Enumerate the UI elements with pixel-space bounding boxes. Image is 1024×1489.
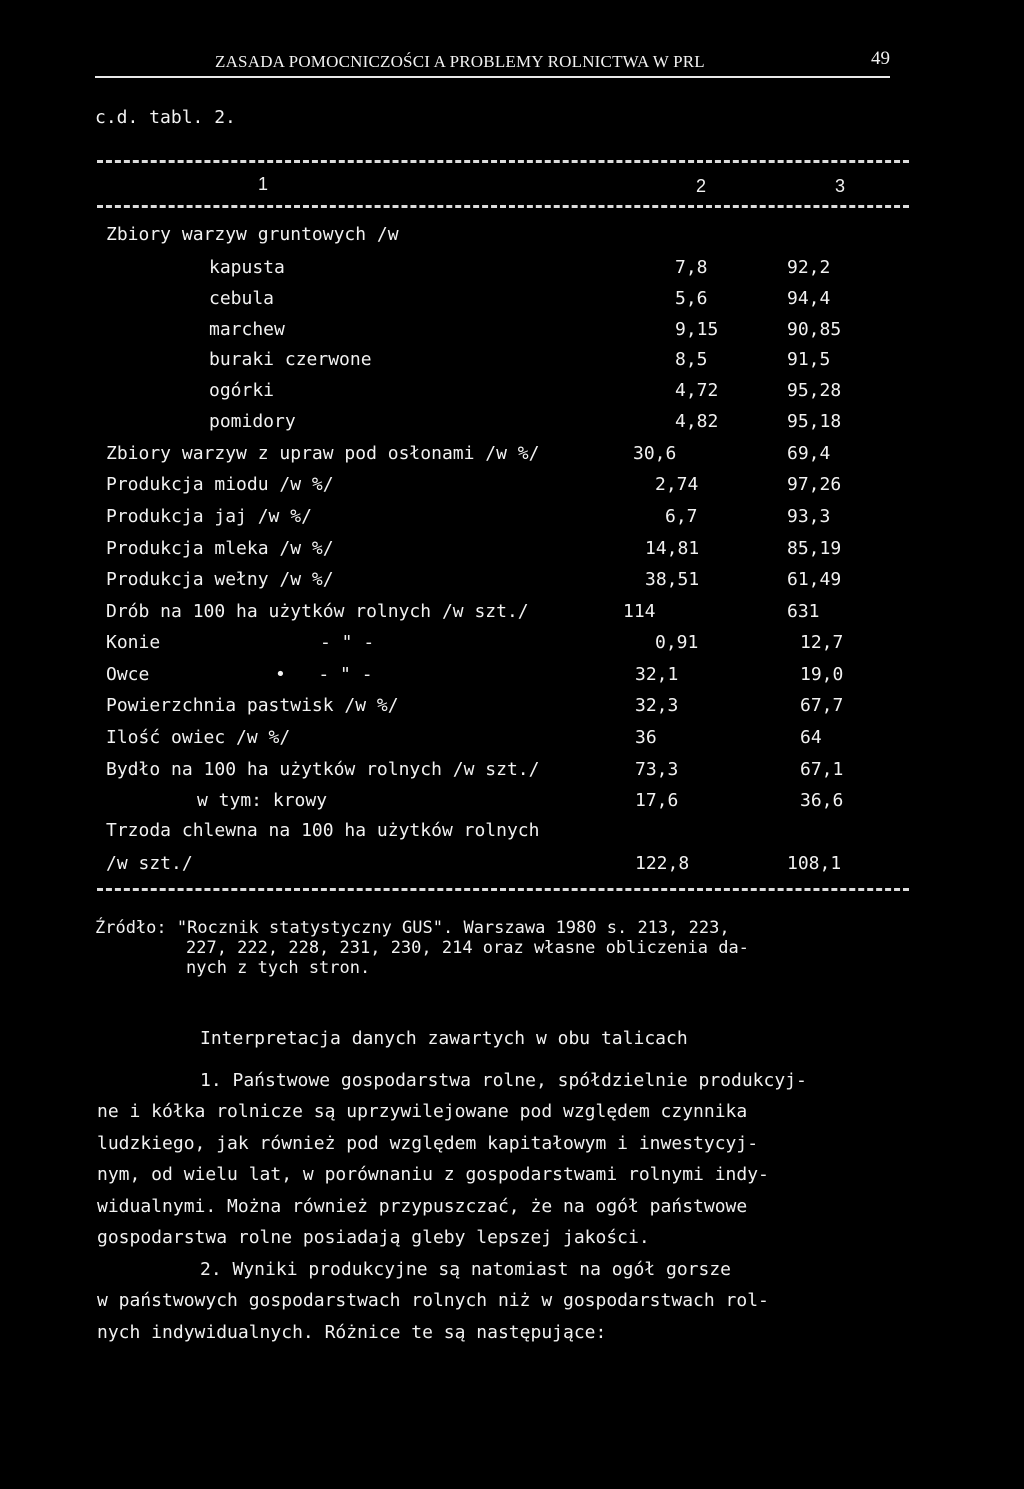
row-value-col3: 67,7 [800,695,844,716]
row-value-col3: 19,0 [800,664,844,685]
row-value-col2: 32,3 [635,695,679,716]
row-value-col3: 91,5 [787,349,831,370]
row-value-col2: 30,6 [633,443,677,464]
row-value-col2: 4,72 [675,380,719,401]
row-label: /w szt./ [106,853,193,874]
row-value-col2: 32,1 [635,664,679,685]
table-row [0,257,1024,283]
row-label: pomidory [209,411,296,432]
table-row [0,224,1024,250]
running-header-title: ZASADA POMOCNICZOŚCI A PROBLEMY ROLNICTWA W PRL [215,52,705,71]
table-row [0,538,1024,564]
row-value-col3: 90,85 [787,319,842,340]
source-line-2: 227, 222, 228, 231, 230, 214 oraz własne obliczenia da- [186,938,749,958]
paragraph-line: 2. Wyniki produkcyjne są natomiast na ogół gorsze [200,1259,732,1280]
source-note [95,918,749,978]
row-label: Produkcja wełny /w %/ [106,569,334,590]
row-label: marchew [209,319,285,340]
row-value-col3: 94,4 [787,288,831,309]
row-label: Produkcja jaj /w %/ [106,506,312,527]
paragraph-line: 1. Państwowe gospodarstwa rolne, spółdzielnie produkcyj- [200,1070,807,1091]
row-value-col2: 114 [623,601,656,622]
column-header-2: 2 [696,176,707,196]
table-row [0,506,1024,532]
ditto-mark: - " - [320,632,375,653]
table-row [0,380,1024,406]
row-label: Owce [106,664,150,685]
table-row [0,601,1024,627]
table-row [0,727,1024,753]
row-label: buraki czerwone [209,349,372,370]
table-row [0,411,1024,437]
row-value-col3: 67,1 [800,759,844,780]
row-value-col2: 14,81 [645,538,700,559]
table-top-rule [97,160,909,163]
row-value-col3: 69,4 [787,443,831,464]
ditto-mark: • - " - [275,664,373,685]
table-row [0,695,1024,721]
row-value-col2: 38,51 [645,569,700,590]
row-label: Powierzchnia pastwisk /w %/ [106,695,399,716]
table-row [0,319,1024,345]
paragraph-line: nym, od wielu lat, w porównaniu z gospodarstwami rolnymi indy- [97,1164,769,1185]
table-row [0,288,1024,314]
row-value-col2: 7,8 [675,257,708,278]
section-title: Interpretacja danych zawartych w obu talicach [200,1028,688,1049]
row-label: Produkcja miodu /w %/ [106,474,334,495]
row-label: cebula [209,288,275,309]
table-row [0,759,1024,785]
row-value-col2: 6,7 [665,506,698,527]
row-label: ogórki [209,380,275,401]
row-value-col3: 95,28 [787,380,842,401]
paragraph-line: w państwowych gospodarstwach rolnych niż w gospodarstwach rol- [97,1290,769,1311]
row-value-col2: 2,74 [655,474,699,495]
table-row [0,664,1024,690]
table-row [0,632,1024,658]
table-header-rule [97,205,909,208]
row-value-col2: 0,91 [655,632,699,653]
row-value-col2: 73,3 [635,759,679,780]
row-label: Bydło na 100 ha użytków rolnych /w szt./ [106,759,540,780]
page-number: 49 [871,48,890,69]
table-bottom-rule [97,888,909,891]
table-row [0,790,1024,816]
row-value-col2: 36 [635,727,657,748]
row-value-col3: 12,7 [800,632,844,653]
row-value-col2: 5,6 [675,288,708,309]
row-label: Zbiory warzyw gruntowych /w [106,224,399,245]
row-value-col2: 9,15 [675,319,719,340]
table-row [0,474,1024,500]
row-value-col3: 108,1 [787,853,842,874]
row-value-col3: 64 [800,727,822,748]
row-label: Zbiory warzyw z upraw pod osłonami /w %/ [106,443,540,464]
paragraph-line: gospodarstwa rolne posiadają gleby lepszej jakości. [97,1227,650,1248]
row-label: Ilość owiec /w %/ [106,727,291,748]
row-value-col3: 36,6 [800,790,844,811]
row-label: w tym: krowy [197,790,328,811]
paragraph-line: nych indywidualnych. Różnice te są następujące: [97,1322,607,1343]
row-label: Trzoda chlewna na 100 ha użytków rolnych [106,820,540,841]
table-caption: c.d. tabl. 2. [95,107,236,128]
row-value-col3: 85,19 [787,538,842,559]
row-value-col3: 97,26 [787,474,842,495]
running-header [95,48,890,78]
row-value-col2: 8,5 [675,349,708,370]
table-row [0,349,1024,375]
row-value-col3: 93,3 [787,506,831,527]
source-line-3: nych z tych stron. [186,958,371,978]
row-value-col2: 4,82 [675,411,719,432]
row-value-col3: 92,2 [787,257,831,278]
table-row [0,569,1024,595]
source-line-1: Źródło: "Rocznik statystyczny GUS". Warszawa 1980 s. 213, 223, [95,918,730,938]
row-label: Konie [106,632,161,653]
table-row [0,820,1024,846]
table-row [0,853,1024,879]
row-value-col2: 122,8 [635,853,690,874]
row-label: Drób na 100 ha użytków rolnych /w szt./ [106,601,529,622]
column-header-3: 3 [835,176,846,196]
row-value-col2: 17,6 [635,790,679,811]
row-value-col3: 61,49 [787,569,842,590]
paragraph-line: ludzkiego, jak również pod względem kapitałowym i inwestycyj- [97,1133,759,1154]
paragraph-line: ne i kółka rolnicze są uprzywilejowane pod względem czynnika [97,1101,748,1122]
row-value-col3: 95,18 [787,411,842,432]
paragraph-line: widualnymi. Można również przypuszczać, że na ogół państwowe [97,1196,748,1217]
row-value-col3: 631 [787,601,820,622]
table-row [0,443,1024,469]
column-header-1: 1 [258,174,269,194]
row-label: Produkcja mleka /w %/ [106,538,334,559]
row-label: kapusta [209,257,285,278]
